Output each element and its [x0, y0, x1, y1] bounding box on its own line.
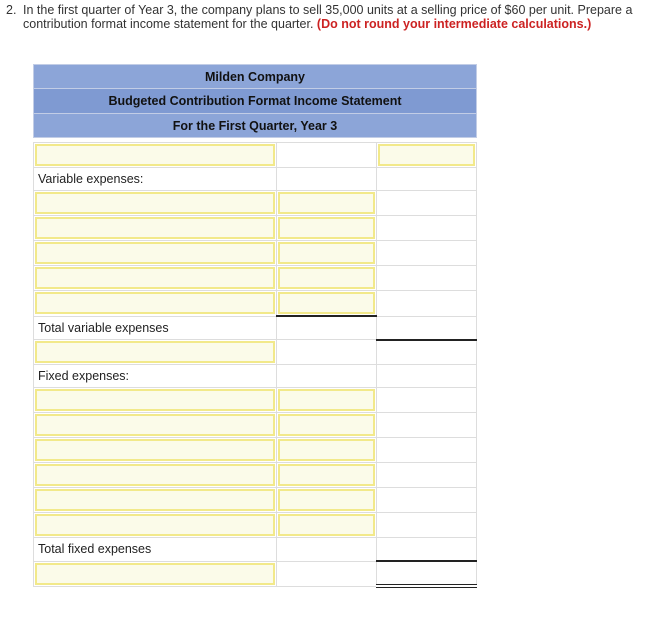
empty-cell: [377, 413, 477, 438]
total-fixed-expenses-label: Total fixed expenses: [34, 538, 277, 562]
table-row: [34, 168, 477, 191]
variable-expense-2-amount-input[interactable]: [278, 217, 375, 239]
input-cell: [34, 216, 277, 241]
fixed-expense-5-label-input[interactable]: [35, 489, 275, 511]
input-cell: [34, 241, 277, 266]
input-cell: [34, 388, 277, 413]
table-row: [34, 216, 477, 241]
empty-cell: [377, 488, 477, 513]
empty-cell: [277, 168, 377, 191]
fixed-expenses-label: Fixed expenses:: [34, 365, 277, 388]
input-cell: [34, 266, 277, 291]
input-cell: [34, 340, 277, 365]
table-row: [34, 513, 477, 538]
table-row: [34, 413, 477, 438]
empty-cell: [377, 388, 477, 413]
table-row: [34, 538, 477, 562]
table-row: [34, 143, 477, 168]
fixed-expense-4-amount-input[interactable]: [278, 464, 375, 486]
empty-cell: [377, 168, 477, 191]
fixed-expense-2-label-input[interactable]: [35, 414, 275, 436]
sales-label-cell: [34, 143, 277, 168]
table-row: [34, 241, 477, 266]
table-row: [34, 191, 477, 216]
empty-cell: [377, 340, 477, 365]
fixed-expense-3-label-input[interactable]: [35, 439, 275, 461]
input-cell: [34, 513, 277, 538]
fixed-expense-6-label-input[interactable]: [35, 514, 275, 536]
variable-expense-5-label-input[interactable]: [35, 292, 275, 314]
table-row: [34, 365, 477, 388]
input-cell: [277, 463, 377, 488]
empty-cell: [377, 216, 477, 241]
question-text: [23, 3, 638, 31]
input-cell: [277, 513, 377, 538]
empty-cell: [277, 561, 377, 586]
income-statement-table: [33, 64, 477, 588]
net-operating-income-label-input[interactable]: [35, 563, 275, 585]
empty-cell: [377, 241, 477, 266]
sales-amount-input[interactable]: [378, 144, 475, 166]
question-block: [6, 3, 638, 31]
input-cell: [277, 413, 377, 438]
input-cell: [277, 488, 377, 513]
statement-title: Budgeted Contribution Format Income Statement: [34, 89, 477, 114]
question-number: 2.: [6, 3, 17, 17]
variable-expense-4-amount-input[interactable]: [278, 267, 375, 289]
table-row: [34, 488, 477, 513]
sales-label-input[interactable]: [35, 144, 275, 166]
empty-cell: [277, 538, 377, 562]
company-name: Milden Company: [34, 65, 477, 89]
statement-period: For the First Quarter, Year 3: [34, 114, 477, 138]
fixed-expense-3-amount-input[interactable]: [278, 439, 375, 461]
table-row: [34, 291, 477, 317]
fixed-expense-4-label-input[interactable]: [35, 464, 275, 486]
table-row: [34, 316, 477, 340]
empty-cell: [377, 266, 477, 291]
table-row: [34, 463, 477, 488]
variable-expense-2-label-input[interactable]: [35, 217, 275, 239]
empty-cell: [377, 365, 477, 388]
input-cell: [277, 266, 377, 291]
total-variable-expenses-label: Total variable expenses: [34, 316, 277, 340]
empty-cell: [277, 143, 377, 168]
net-operating-income-value: [377, 561, 477, 586]
table-row: [34, 388, 477, 413]
fixed-expense-1-amount-input[interactable]: [278, 389, 375, 411]
input-cell: [34, 561, 277, 586]
empty-cell: [377, 513, 477, 538]
variable-expenses-label: Variable expenses:: [34, 168, 277, 191]
empty-cell: [277, 365, 377, 388]
sales-amount-cell: [377, 143, 477, 168]
table-row: [34, 438, 477, 463]
input-cell: [34, 191, 277, 216]
fixed-expense-1-label-input[interactable]: [35, 389, 275, 411]
input-cell: [277, 438, 377, 463]
input-cell: [277, 241, 377, 266]
input-cell: [34, 438, 277, 463]
table-row: [34, 561, 477, 586]
input-cell: [34, 488, 277, 513]
question-body: In the first quarter of Year 3, the company plans to sell 35,000 units at a selling price of $60 per unit. Prepare a contribution format income statement for the quarter.: [23, 3, 633, 31]
table-row: [34, 266, 477, 291]
input-cell: [277, 291, 377, 317]
empty-cell: [277, 340, 377, 365]
empty-cell: [377, 438, 477, 463]
empty-cell: [377, 291, 477, 317]
input-cell: [34, 463, 277, 488]
variable-expense-4-label-input[interactable]: [35, 267, 275, 289]
input-cell: [277, 191, 377, 216]
total-fixed-expenses-value: [377, 538, 477, 562]
input-cell: [34, 413, 277, 438]
variable-expense-1-amount-input[interactable]: [278, 192, 375, 214]
empty-cell: [377, 463, 477, 488]
variable-expense-3-amount-input[interactable]: [278, 242, 375, 264]
contribution-margin-label-input[interactable]: [35, 341, 275, 363]
fixed-expense-6-amount-input[interactable]: [278, 514, 375, 536]
question-emphasis: (Do not round your intermediate calculations.): [316, 17, 592, 31]
input-cell: [34, 291, 277, 317]
empty-cell: [377, 191, 477, 216]
variable-expense-5-amount-input[interactable]: [278, 292, 375, 314]
empty-cell: [277, 316, 377, 340]
table-row: [34, 340, 477, 365]
input-cell: [277, 388, 377, 413]
variable-expense-3-label-input[interactable]: [35, 242, 275, 264]
input-cell: [277, 216, 377, 241]
fixed-expense-5-amount-input[interactable]: [278, 489, 375, 511]
total-variable-expenses-value: [377, 316, 477, 340]
variable-expense-1-label-input[interactable]: [35, 192, 275, 214]
fixed-expense-2-amount-input[interactable]: [278, 414, 375, 436]
